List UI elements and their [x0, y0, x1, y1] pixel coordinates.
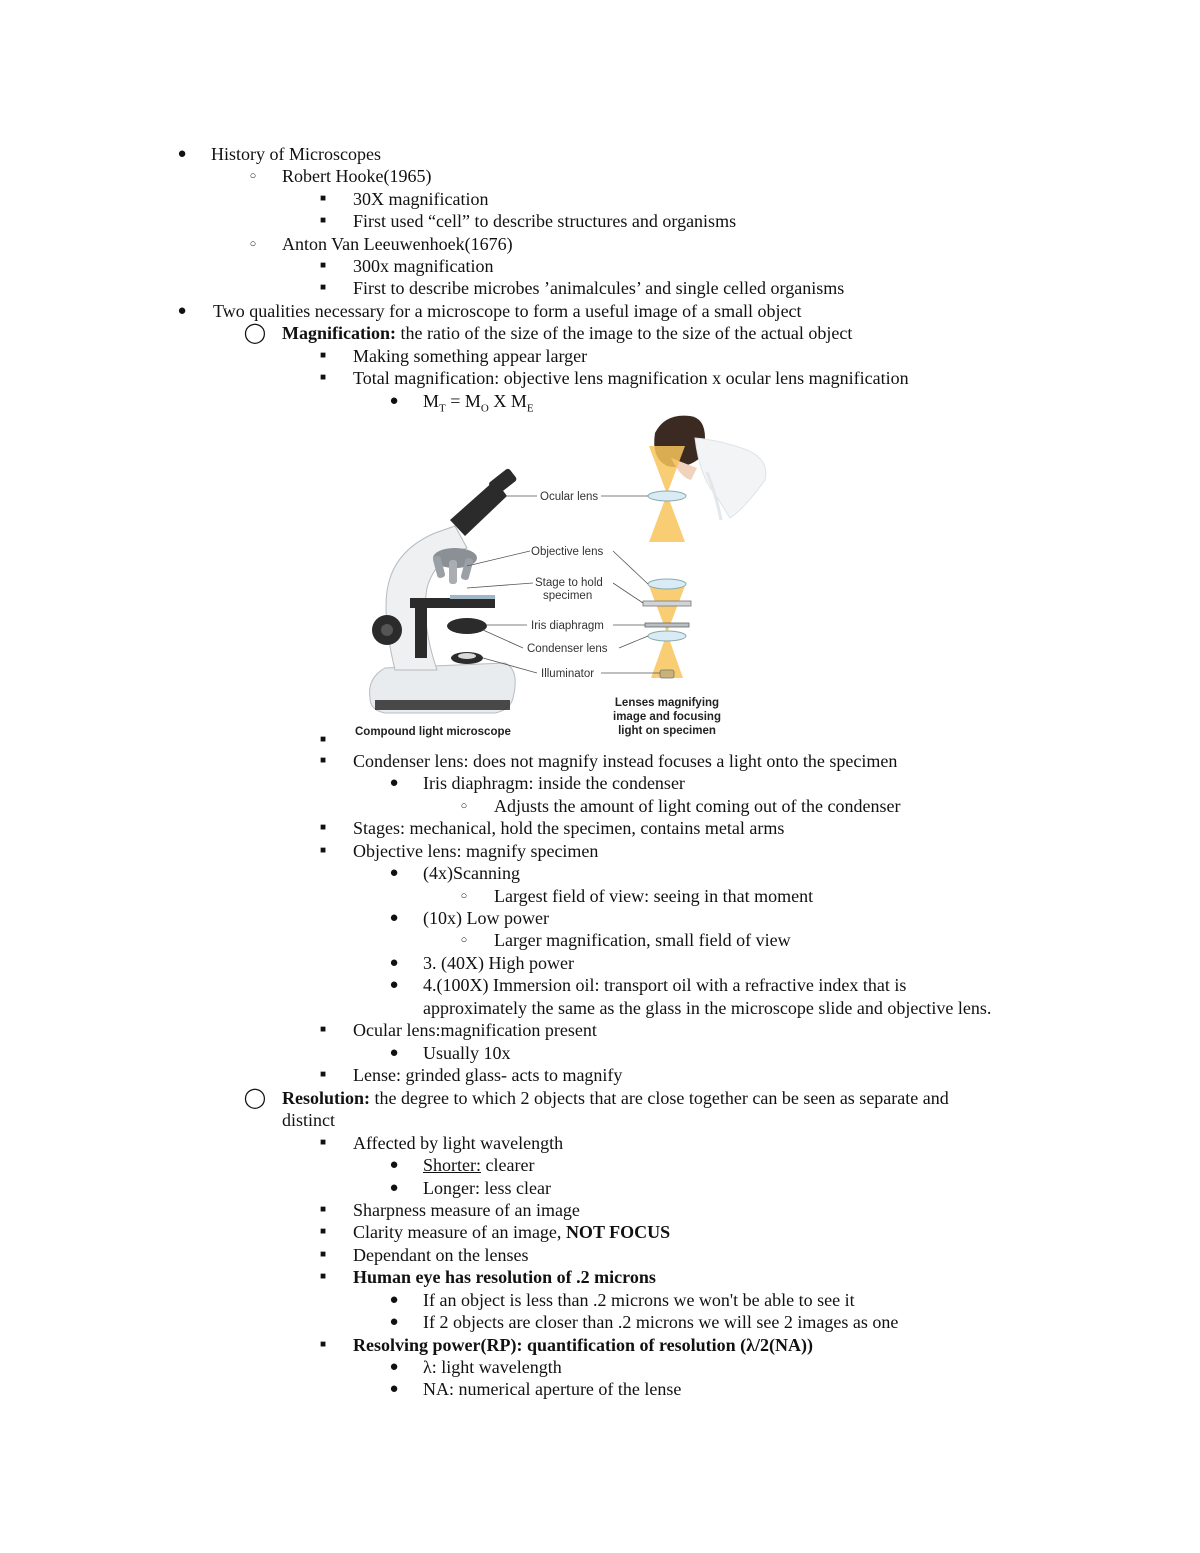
list-item: If an object is less than .2 microns we won't be able to see it — [423, 1290, 855, 1310]
list-bullet: ■ — [319, 372, 327, 383]
list-bullet: ● — [177, 146, 187, 162]
formula-total-magnification: $M_T = M_O$ X $M_E$ — [423, 391, 534, 415]
list-item: Affected by light wavelength — [353, 1133, 564, 1153]
list-bullet: ● — [389, 1045, 399, 1061]
list-bullet: ■ — [319, 1249, 327, 1260]
list-bullet: ● — [389, 865, 399, 881]
list-item: Robert Hooke(1965) — [282, 166, 432, 186]
list-item: Clarity measure of an image, NOT FOCUS — [353, 1222, 671, 1242]
label-iris-diaphragm: Iris diaphragm — [531, 620, 604, 632]
list-bullet: ● — [389, 910, 399, 926]
list-bullet: ● — [389, 775, 399, 791]
list-item-continued: distinct — [282, 1110, 335, 1130]
list-bullet: ● — [389, 1314, 399, 1330]
list-item: Objective lens: magnify specimen — [353, 841, 599, 861]
list-item: λ: light wavelength — [423, 1357, 562, 1377]
label-illuminator: Illuminator — [541, 668, 595, 680]
list-item: 3. (40X) High power — [423, 953, 574, 973]
list-item: Making something appear larger — [353, 346, 588, 366]
label-stage-line1: Stage to hold — [535, 577, 603, 589]
term-resolution: Resolution: — [282, 1088, 371, 1108]
list-bullet: ○ — [249, 238, 257, 250]
list-bullet: ● — [389, 1180, 399, 1196]
list-bullet: ● — [389, 1157, 399, 1173]
list-bullet: ● — [389, 1292, 399, 1308]
list-bullet: ■ — [319, 845, 327, 856]
list-item: Largest field of view: seeing in that moment — [494, 886, 814, 906]
list-bullet: ○ — [249, 170, 257, 182]
list-item: NA: numerical aperture of the lense — [423, 1379, 682, 1399]
list-item-continued: approximately the same as the glass in the microscope slide and objective lens. — [423, 998, 992, 1018]
list-bullet: ○ — [460, 934, 468, 946]
list-item: Anton Van Leeuwenhoek(1676) — [282, 234, 513, 254]
compound-microscope-illustration — [370, 468, 518, 713]
list-bullet: ■ — [319, 1024, 327, 1035]
list-item: Ocular lens:magnification present — [353, 1020, 597, 1040]
list-bullet: ■ — [319, 1271, 327, 1282]
term-magnification: Magnification: — [282, 323, 396, 343]
list-bullet: ■ — [319, 1226, 327, 1237]
list-bullet: ■ — [319, 350, 327, 361]
list-item: Two qualities necessary for a microscope to form a useful image of a small object — [213, 301, 802, 321]
list-item: Human eye has resolution of .2 microns — [353, 1267, 656, 1287]
definition-resolution: the degree to which 2 objects that are close together can be seen as separate and — [370, 1088, 949, 1108]
list-item — [282, 1087, 949, 1109]
list-item: First used “cell” to describe structures and organisms — [353, 211, 737, 231]
light-cones — [649, 446, 685, 678]
list-bullet: ◯ — [243, 322, 267, 344]
list-bullet: ■ — [319, 1339, 327, 1350]
label-objective-lens: Objective lens — [531, 546, 604, 558]
definition-magnification: the ratio of the size of the image to the size of the actual object — [396, 323, 853, 343]
list-bullet: ● — [177, 303, 187, 319]
list-item: Total magnification: objective lens magnification x ocular lens magnification — [353, 368, 909, 388]
list-bullet: ■ — [319, 1204, 327, 1215]
label-stage-line2: specimen — [543, 590, 593, 602]
list-bullet: ● — [389, 393, 399, 409]
list-item: Iris diaphragm: inside the condenser — [423, 773, 685, 793]
list-bullet: ■ — [319, 193, 327, 204]
list-item: Resolving power(RP): quantification of resolution (λ/2(NA)) — [353, 1335, 813, 1355]
list-item: Larger magnification, small field of view — [494, 930, 791, 950]
label-ocular-lens: Ocular lens — [540, 491, 599, 503]
caption-compound-light-microscope: Compound light microscope — [355, 726, 511, 738]
list-bullet: ■ — [319, 215, 327, 226]
list-item: If 2 objects are closer than .2 microns we will see 2 images as one — [423, 1312, 899, 1332]
list-item: Shorter: clearer — [423, 1155, 535, 1175]
list-item: 4.(100X) Immersion oil: transport oil with a refractive index that is — [423, 975, 907, 995]
list-bullet: ○ — [460, 890, 468, 902]
list-item: History of Microscopes — [211, 144, 381, 164]
list-bullet: ● — [389, 1359, 399, 1375]
list-bullet: ■ — [319, 734, 327, 745]
caption-lenses-line1: Lenses magnifying — [614, 697, 720, 709]
list-bullet: ◯ — [243, 1087, 267, 1109]
list-bullet: ■ — [319, 282, 327, 293]
list-bullet: ● — [389, 1381, 399, 1397]
emphasis-not-focus: NOT FOCUS — [565, 1222, 671, 1242]
list-item — [282, 322, 852, 344]
list-item: (10x) Low power — [423, 908, 549, 928]
list-item: Condenser lens: does not magnify instead focuses a light onto the specimen — [353, 751, 898, 771]
label-condenser-lens: Condenser lens — [527, 643, 608, 655]
list-bullet: ■ — [319, 1137, 327, 1148]
list-item: First to describe microbes ’animalcules’ and single celled organisms — [353, 278, 845, 298]
list-item: (4x)Scanning — [423, 863, 520, 883]
list-bullet: ■ — [319, 260, 327, 271]
list-item: Lense: grinded glass- acts to magnify — [353, 1065, 623, 1085]
list-bullet: ■ — [319, 1069, 327, 1080]
list-bullet: ● — [389, 955, 399, 971]
list-bullet: ■ — [319, 822, 327, 833]
list-item: Usually 10x — [423, 1043, 511, 1063]
list-item: Adjusts the amount of light coming out of the condenser — [494, 796, 901, 816]
list-item: 30X magnification — [353, 189, 489, 209]
caption-lenses-line2: image and focusing — [613, 711, 721, 723]
list-item: 300x magnification — [353, 256, 494, 276]
underlined-shorter: Shorter: — [423, 1155, 481, 1175]
caption-lenses-line3: light on specimen — [618, 725, 716, 737]
list-bullet: ■ — [319, 755, 327, 766]
list-bullet: ○ — [460, 800, 468, 812]
list-item: Dependant on the lenses — [353, 1245, 529, 1265]
list-item: Stages: mechanical, hold the specimen, contains metal arms — [353, 818, 785, 838]
list-item: Sharpness measure of an image — [353, 1200, 580, 1220]
microscope-diagram — [355, 408, 785, 743]
list-item: Longer: less clear — [423, 1178, 551, 1198]
list-bullet: ● — [389, 977, 399, 993]
